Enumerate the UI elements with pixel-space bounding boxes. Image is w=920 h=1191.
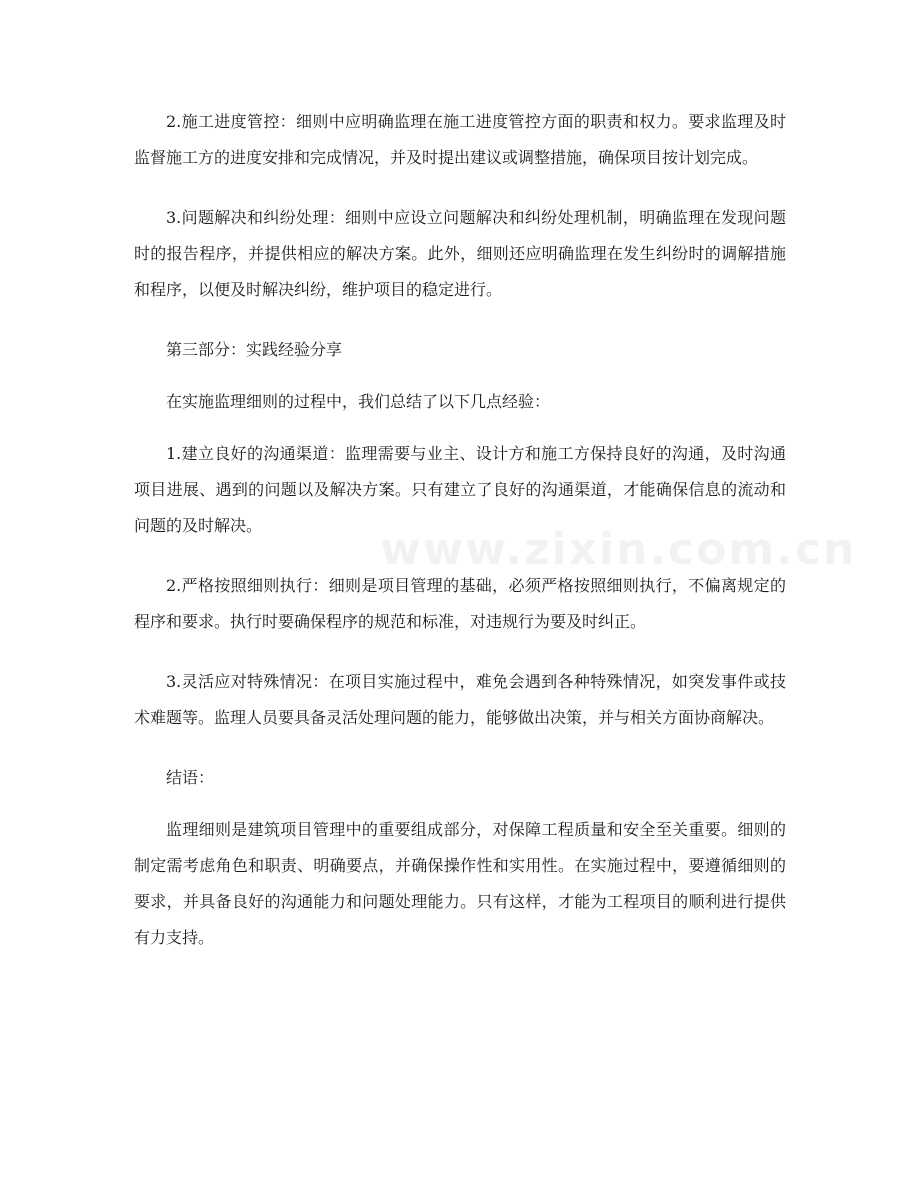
paragraph-progress-control: 2.施工进度管控：细则中应明确监理在施工进度管控方面的职责和权力。要求监理及时监督施工方的进度安排和完成情况，并及时提出建议或调整措施，确保项目按计划完成。 [134,112,786,167]
paragraph-conclusion: 监理细则是建筑项目管理中的重要组成部分，对保障工程质量和安全至关重要。细则的制定需考虑角色和职责、明确要点，并确保操作性和实用性。在实施过程中，要遵循细则的要求，并具备良好的沟通能力和问题处理能力。只有这样，才能为工程项目的顺利进行提供有力支持。 [134,820,786,947]
section-heading-conclusion: 结语： [166,768,215,787]
document-body [134,104,786,980]
paragraph-dispute-handling: 3.问题解决和纠纷处理：细则中应设立问题解决和纠纷处理机制，明确监理在发现问题时的报告程序，并提供相应的解决方案。此外，细则还应明确监理在发生纠纷时的调解措施和程序，以便及时解决纠纷，维护项目的稳定进行。 [134,208,786,299]
section-heading-part-three: 第三部分：实践经验分享 [166,340,343,359]
paragraph-special-cases: 3.灵活应对特殊情况：在项目实施过程中，难免会遇到各种特殊情况，如突发事件或技术难题等。监理人员要具备灵活处理问题的能力，能够做出决策，并与相关方面协商解决。 [134,672,786,727]
watermark-text: www.zixin.com.cn [380,524,857,575]
paragraph-experience-intro: 在实施监理细则的过程中，我们总结了以下几点经验： [166,392,551,411]
paragraph-strict-execution: 2.严格按照细则执行：细则是项目管理的基础，必须严格按照细则执行，不偏离规定的程序和要求。执行时要确保程序的规范和标准，对违规行为要及时纠正。 [134,576,786,631]
paragraph-communication: 1.建立良好的沟通渠道：监理需要与业主、设计方和施工方保持良好的沟通，及时沟通项目进展、遇到的问题以及解决方案。只有建立了良好的沟通渠道，才能确保信息的流动和问题的及时解决。 [134,444,786,535]
